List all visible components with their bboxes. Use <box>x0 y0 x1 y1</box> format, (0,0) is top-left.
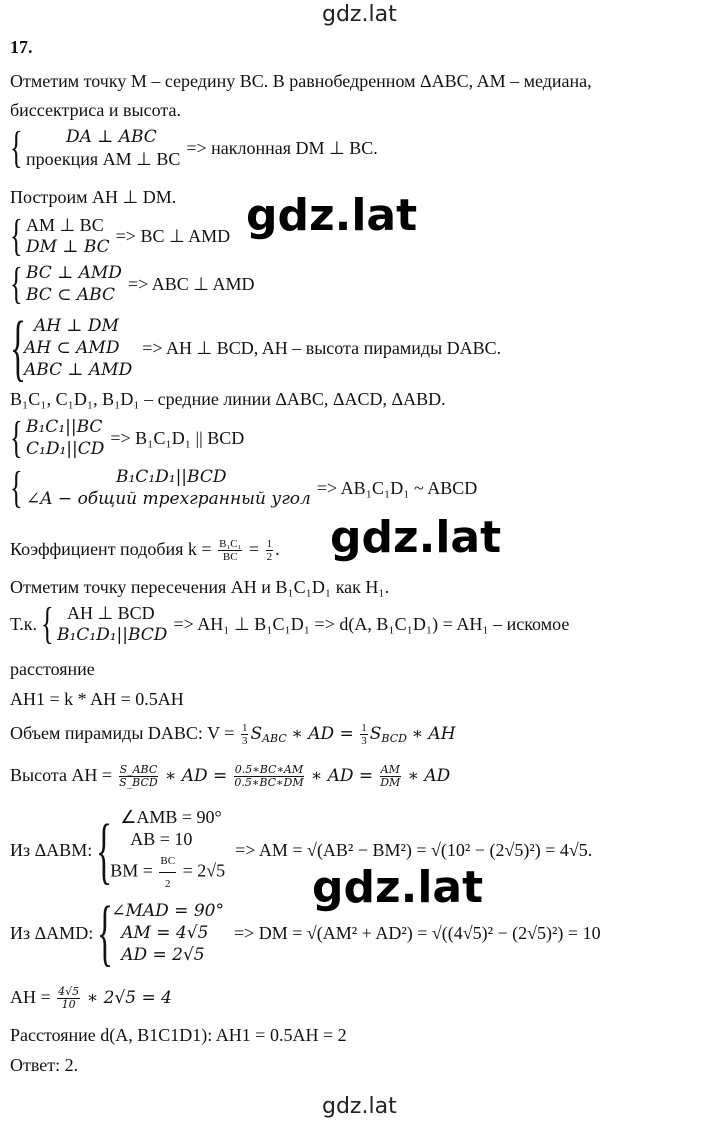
system-result: => наклонная DM ⊥ BC. <box>186 137 378 158</box>
text-fragment: Из ΔAMD: <box>10 922 94 943</box>
brace: { <box>10 413 23 462</box>
similarity-coefficient <box>10 538 280 563</box>
text-line: B₁C₁, C₁D₁, B₁D₁ – средние линии ΔABC, ΔACD, ΔABD. <box>10 389 446 409</box>
fraction-num: BC <box>159 850 176 873</box>
system-6 <box>10 463 478 512</box>
text-fragment: ABC <box>262 732 287 745</box>
system-3 <box>10 259 255 308</box>
fraction <box>159 850 176 895</box>
system-line: B₁C₁||BC <box>26 417 103 437</box>
text-fragment: Т.к. <box>10 613 37 634</box>
system-line: BC ⊥ AMD <box>26 263 122 283</box>
fraction-num: 1 <box>266 538 273 551</box>
text-line: Построим AH ⊥ DM. <box>10 187 177 207</box>
text-line: расстояние <box>10 659 95 679</box>
system-result: => AH ⊥ BCD, AH – высота пирамиды DABC. <box>142 337 502 358</box>
watermark-2: gdz.lat <box>330 512 502 563</box>
system-line: DM ⊥ BC <box>26 237 110 257</box>
system-result: => ABC ⊥ AMD <box>127 273 255 294</box>
system-line: ∠AMB = 90° <box>120 807 222 827</box>
text-fragment: S <box>369 724 382 744</box>
answer: Ответ: 2. <box>10 1055 79 1075</box>
fraction-num: 0.5∗BC∗AM <box>234 763 304 777</box>
system-result: => AM = √(AB² − BM²) = √(10² − (2√5)²) = 4√5. <box>235 840 593 860</box>
brace: { <box>40 599 54 648</box>
fraction <box>241 722 249 747</box>
system-line: B₁C₁D₁||BCD <box>116 467 227 487</box>
fraction <box>360 722 368 747</box>
system-line: ABC ⊥ AMD <box>24 360 133 380</box>
fraction <box>380 764 401 789</box>
fraction <box>218 538 242 563</box>
system-line: ∠MAD = 90° <box>111 901 224 921</box>
brace: { <box>10 123 23 172</box>
system-line: AH ⊥ DM <box>34 316 119 336</box>
brace: { <box>10 463 23 512</box>
fraction-num: 4√5 <box>58 985 80 999</box>
system-line <box>110 850 225 895</box>
fraction-num: B₁C₁ <box>219 538 242 551</box>
fraction-den: 2 <box>266 551 273 564</box>
fraction-den: 3 <box>241 735 248 748</box>
fraction-den: 3 <box>361 735 367 748</box>
text-fragment: ∗ AD = <box>291 724 354 744</box>
text-fragment: = <box>248 539 260 559</box>
text-fragment: ∗ AD <box>407 766 451 786</box>
watermark-bottom: gdz.lat <box>322 1094 397 1119</box>
text-fragment: ∗ 2√5 = 4 <box>86 988 172 1008</box>
fraction <box>119 764 159 789</box>
system-line: B₁C₁D₁||BCD <box>56 625 168 645</box>
fraction-num: AM <box>380 763 400 777</box>
system-result: => B₁C₁D₁ || BCD <box>110 427 245 448</box>
text-fragment: Высота AH = <box>10 765 113 785</box>
text-line: Отметим точку пересечения AH и B₁C₁D₁ как H₁. <box>10 577 390 597</box>
fraction-num: 1 <box>241 722 248 735</box>
text-fragment: Объем пирамиды DABC: V = <box>10 723 235 743</box>
text-line: AH1 = k * AH = 0.5AH <box>10 689 184 709</box>
text-fragment: . <box>275 539 280 559</box>
text-line: Отметим точку M – середину BC. В равнобедренном ΔABC, AM – медиана, <box>10 71 592 91</box>
brace: { <box>96 809 113 892</box>
watermark-top: gdz.lat <box>322 2 397 27</box>
system-line: AD = 2√5 <box>121 945 205 965</box>
text-line: биссектриса и высота. <box>10 100 181 120</box>
text-fragment: ∗ AD = <box>164 766 228 786</box>
text-fragment: BCD <box>381 732 407 745</box>
system-amd <box>10 892 601 974</box>
brace: { <box>97 892 114 974</box>
system-7 <box>10 599 570 648</box>
system-line: AH ⊥ BCD <box>66 603 155 623</box>
brace: { <box>10 307 26 389</box>
text-fragment: ∗ AD = <box>310 766 374 786</box>
fraction-den: 2 <box>164 878 171 890</box>
text-fragment: S <box>250 724 263 744</box>
system-line: ∠A − общий трехгранный угол <box>26 489 311 509</box>
system-abm <box>10 806 592 895</box>
system-result: => AH₁ ⊥ B₁C₁D₁ => d(A, B₁C₁D₁) = AH₁ – искомое <box>173 613 570 634</box>
fraction <box>57 986 80 1011</box>
watermark-3: gdz.lat <box>312 862 484 913</box>
ah-result <box>10 986 172 1011</box>
problem-number: 17. <box>10 37 33 57</box>
system-result: => AB₁C₁D₁ ~ ABCD <box>316 477 478 498</box>
fraction-den: DM <box>380 776 401 790</box>
fraction-den: 0.5∗BC∗DM <box>234 776 304 790</box>
system-line: C₁D₁||CD <box>26 439 105 459</box>
fraction <box>266 538 274 563</box>
text-fragment: = 2√5 <box>182 860 226 881</box>
system-4 <box>10 307 502 389</box>
text-fragment: Из ΔABM: <box>10 840 93 860</box>
volume-formula <box>10 722 456 750</box>
brace: { <box>10 211 23 260</box>
fraction-den: 10 <box>61 998 76 1012</box>
system-line: AM = 4√5 <box>121 923 209 943</box>
text-fragment: AH = <box>10 987 51 1007</box>
fraction-den: S_BCD <box>119 776 158 790</box>
system-line: AH ⊂ AMD <box>24 338 120 358</box>
text-fragment: Коэффициент подобия k = <box>10 539 212 559</box>
system-line: AB = 10 <box>130 829 193 849</box>
system-1 <box>10 123 378 172</box>
text-fragment: ∗ AH <box>411 724 456 744</box>
system-5 <box>10 413 245 462</box>
system-line: DA ⊥ ABC <box>66 127 157 147</box>
fraction-num: 1 <box>361 722 367 735</box>
system-line: проекция AM ⊥ BC <box>26 149 181 169</box>
system-result: => DM = √(AM² + AD²) = √((4√5)² − (2√5)²) = 10 <box>233 922 601 943</box>
watermark-1: gdz.lat <box>246 190 418 241</box>
system-result: => BC ⊥ AMD <box>115 225 231 246</box>
text-fragment: BM = <box>110 860 153 881</box>
system-line: BC ⊂ ABC <box>26 285 115 305</box>
fraction <box>234 764 304 789</box>
text-line: Расстояние d(A, B1C1D1): AH1 = 0.5AH = 2 <box>10 1025 347 1045</box>
fraction-num: S_ABC <box>119 763 158 777</box>
fraction-den: BC <box>222 551 238 564</box>
system-line: AM ⊥ BC <box>26 215 104 235</box>
system-2 <box>10 211 231 260</box>
height-formula <box>10 764 450 789</box>
brace: { <box>10 259 23 308</box>
